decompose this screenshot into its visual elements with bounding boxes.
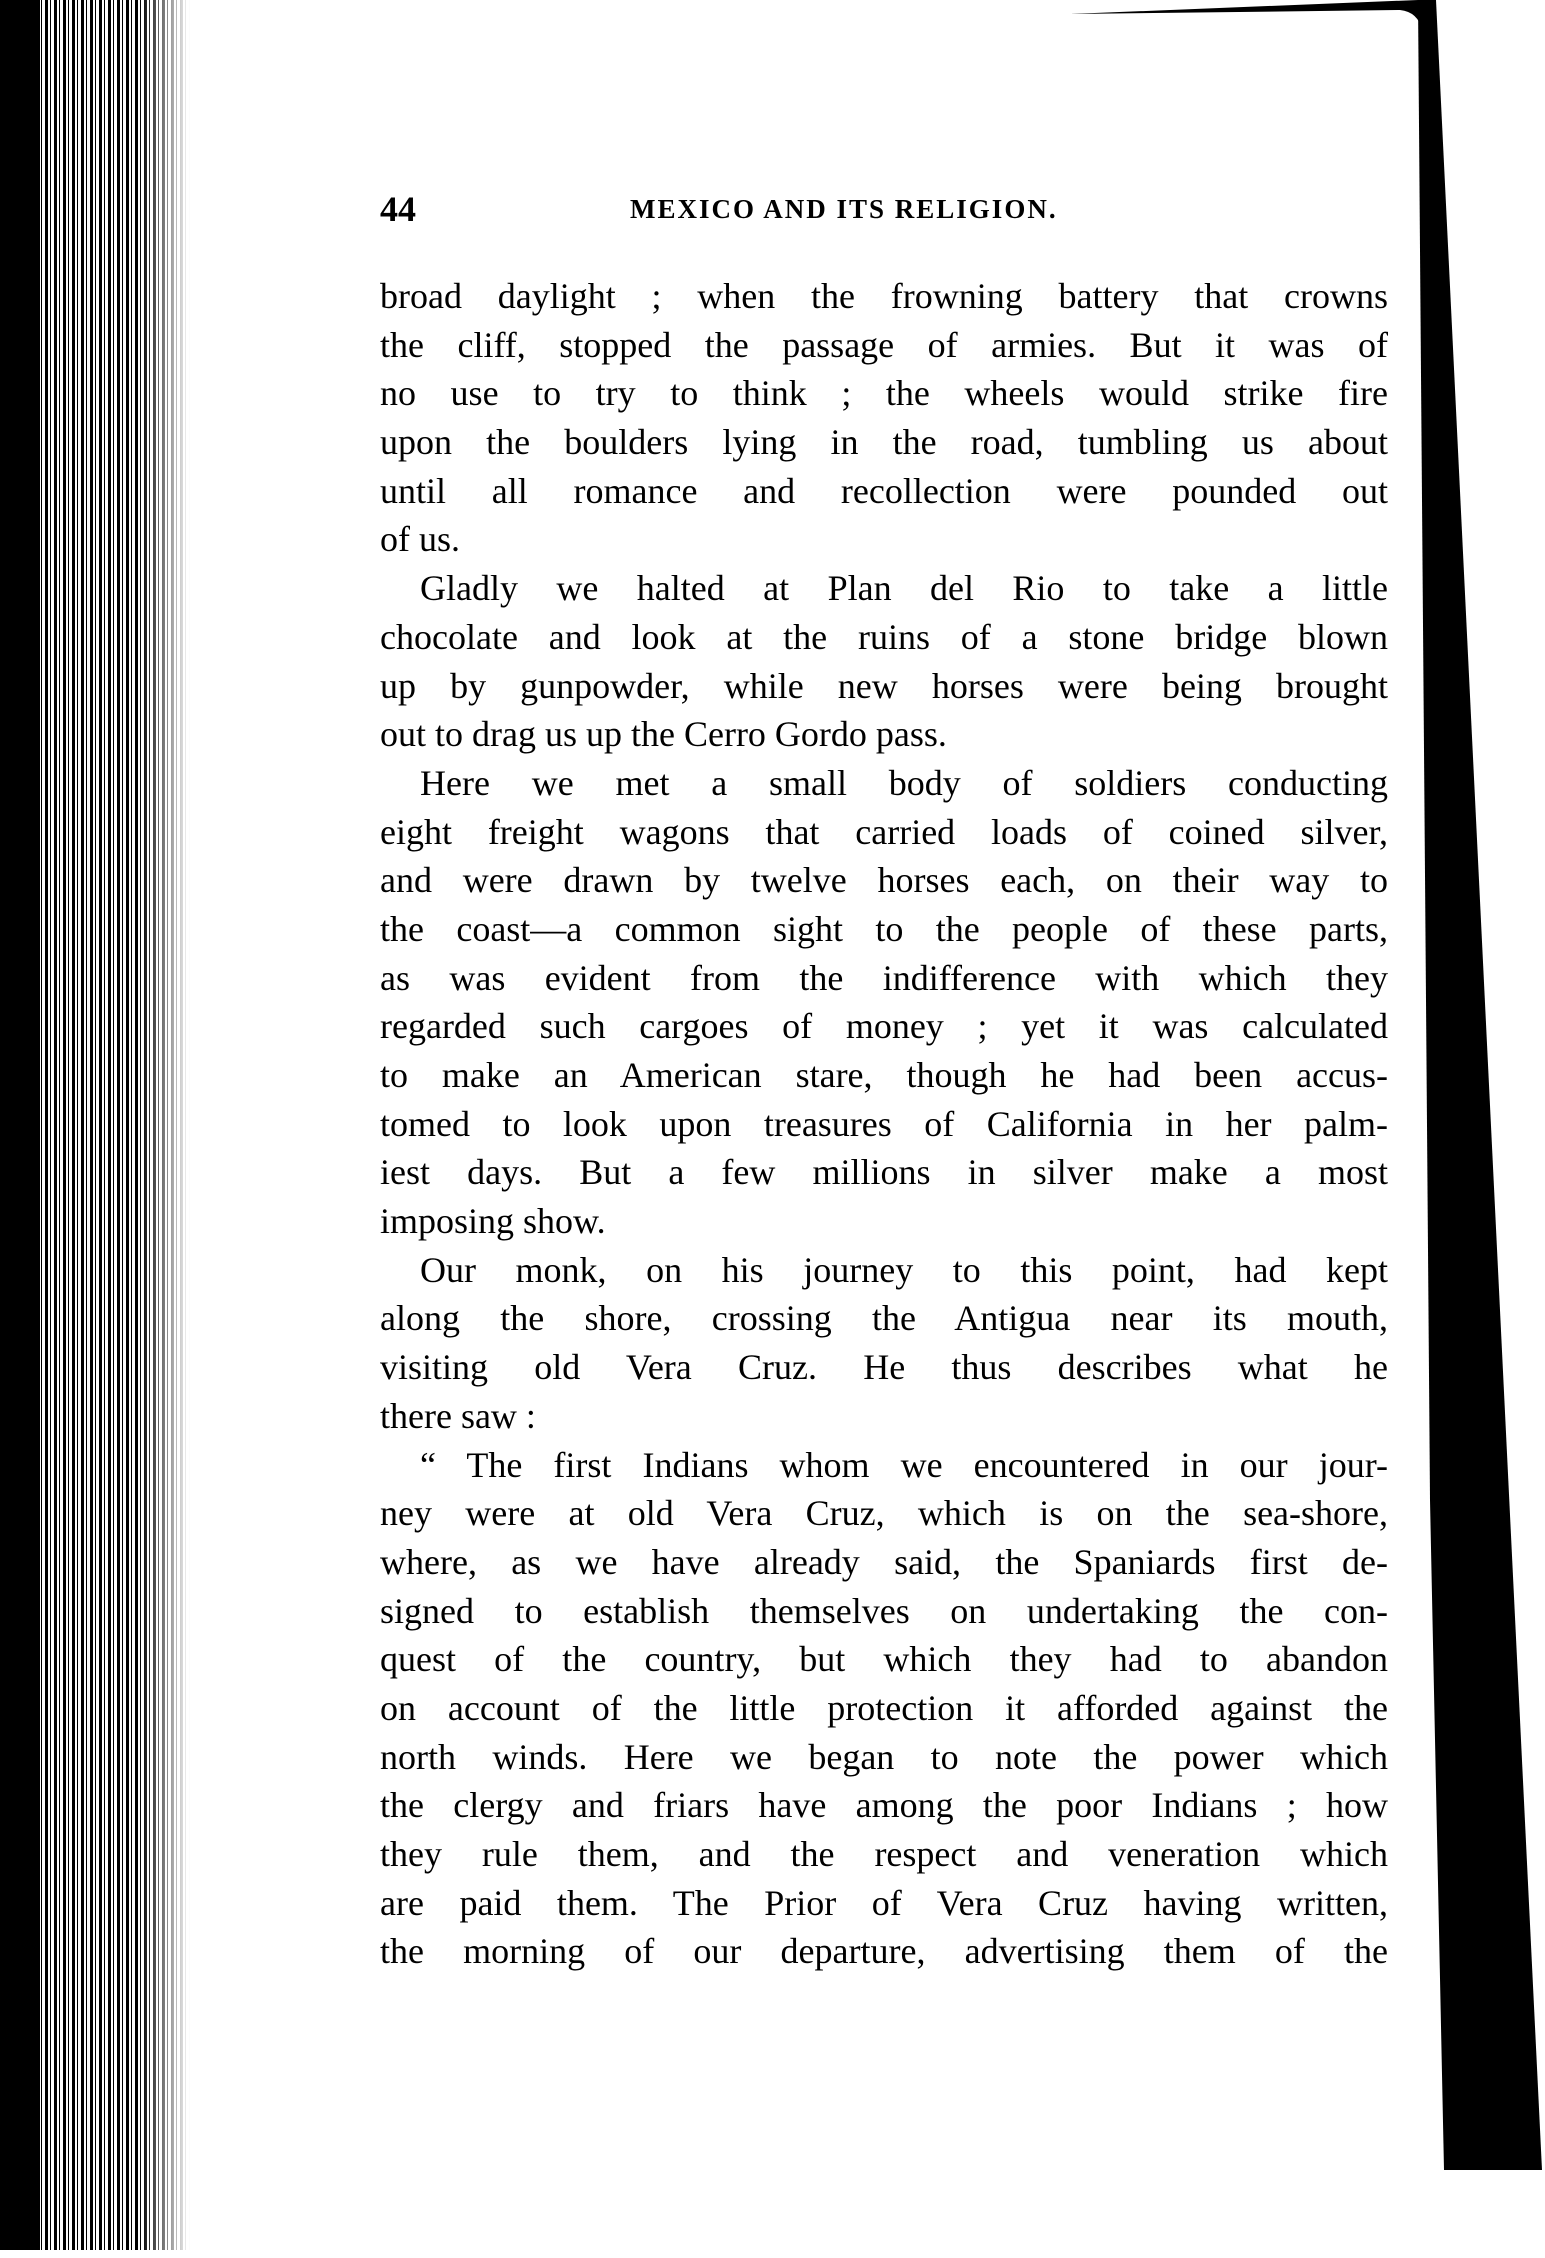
text-line: tomed to look upon treasures of California in her palm- [380,1103,1388,1144]
body-text [380,272,1388,1976]
text-line: eight freight wagons that carried loads of coined silver, [380,811,1388,852]
text-line: upon the boulders lying in the road, tumbling us about [380,422,1388,463]
text-line: Gladly we halted at Plan del Rio to take a little [420,568,1388,609]
text-line: the morning of our departure, advertising them of the [380,1931,1388,1972]
text-line: on account of the little protection it afforded against the [380,1687,1388,1728]
text-line: Our monk, on his journey to this point, had kept [420,1249,1388,1290]
text-line: along the shore, crossing the Antigua near its mouth, [380,1298,1388,1339]
right-edge-shadow [1418,0,1542,2170]
text-line: there saw : [380,1395,536,1436]
text-line: they rule them, and the respect and veneration which [380,1834,1388,1874]
page-header [380,188,1390,238]
text-line: as was evident from the indifference with which they [380,957,1388,998]
text-line: and were drawn by twelve horses each, on their way to [380,860,1388,901]
text-line: north winds. Here we began to note the power which [380,1736,1388,1777]
page-number: 44 [380,189,416,229]
top-edge-line [1070,0,1436,30]
text-line: quest of the country, but which they had to abandon [380,1639,1388,1680]
text-line: broad daylight ; when the frowning battery that crowns [380,276,1388,316]
text-line: Here we met a small body of soldiers conducting [420,762,1388,803]
text-line: where, as we have already said, the Spaniards first de- [380,1541,1388,1582]
text-line: chocolate and look at the ruins of a stone bridge blown [380,616,1388,657]
text-line: “ The first Indians whom we encountered in our jour- [420,1444,1388,1485]
text-line: the cliff, stopped the passage of armies. But it was of [380,324,1388,365]
text-line: ney were at old Vera Cruz, which is on the sea-shore, [380,1493,1388,1534]
text-line: of us. [380,519,460,560]
text-line: to make an American stare, though he had been accus- [380,1055,1388,1095]
text-line: visiting old Vera Cruz. He thus describes what he [380,1347,1388,1388]
text-line: no use to try to think ; the wheels would strike fire [380,373,1388,414]
text-line: the clergy and friars have among the poor Indians ; how [380,1785,1388,1826]
text-line: iest days. But a few millions in silver make a most [380,1152,1388,1193]
running-title: MEXICO AND ITS RELIGION. [630,194,1058,224]
text-line: regarded such cargoes of money ; yet it was calculated [380,1006,1388,1047]
text-line: signed to establish themselves on undertaking the con- [380,1590,1388,1631]
text-line: imposing show. [380,1201,606,1242]
text-line: the coast—a common sight to the people of these parts, [380,908,1388,949]
text-line: out to drag us up the Cerro Gordo pass. [380,714,947,755]
text-line: are paid them. The Prior of Vera Cruz having written, [380,1882,1388,1923]
text-line: until all romance and recollection were pounded out [380,470,1388,511]
text-line: up by gunpowder, while new horses were being brought [380,665,1388,706]
